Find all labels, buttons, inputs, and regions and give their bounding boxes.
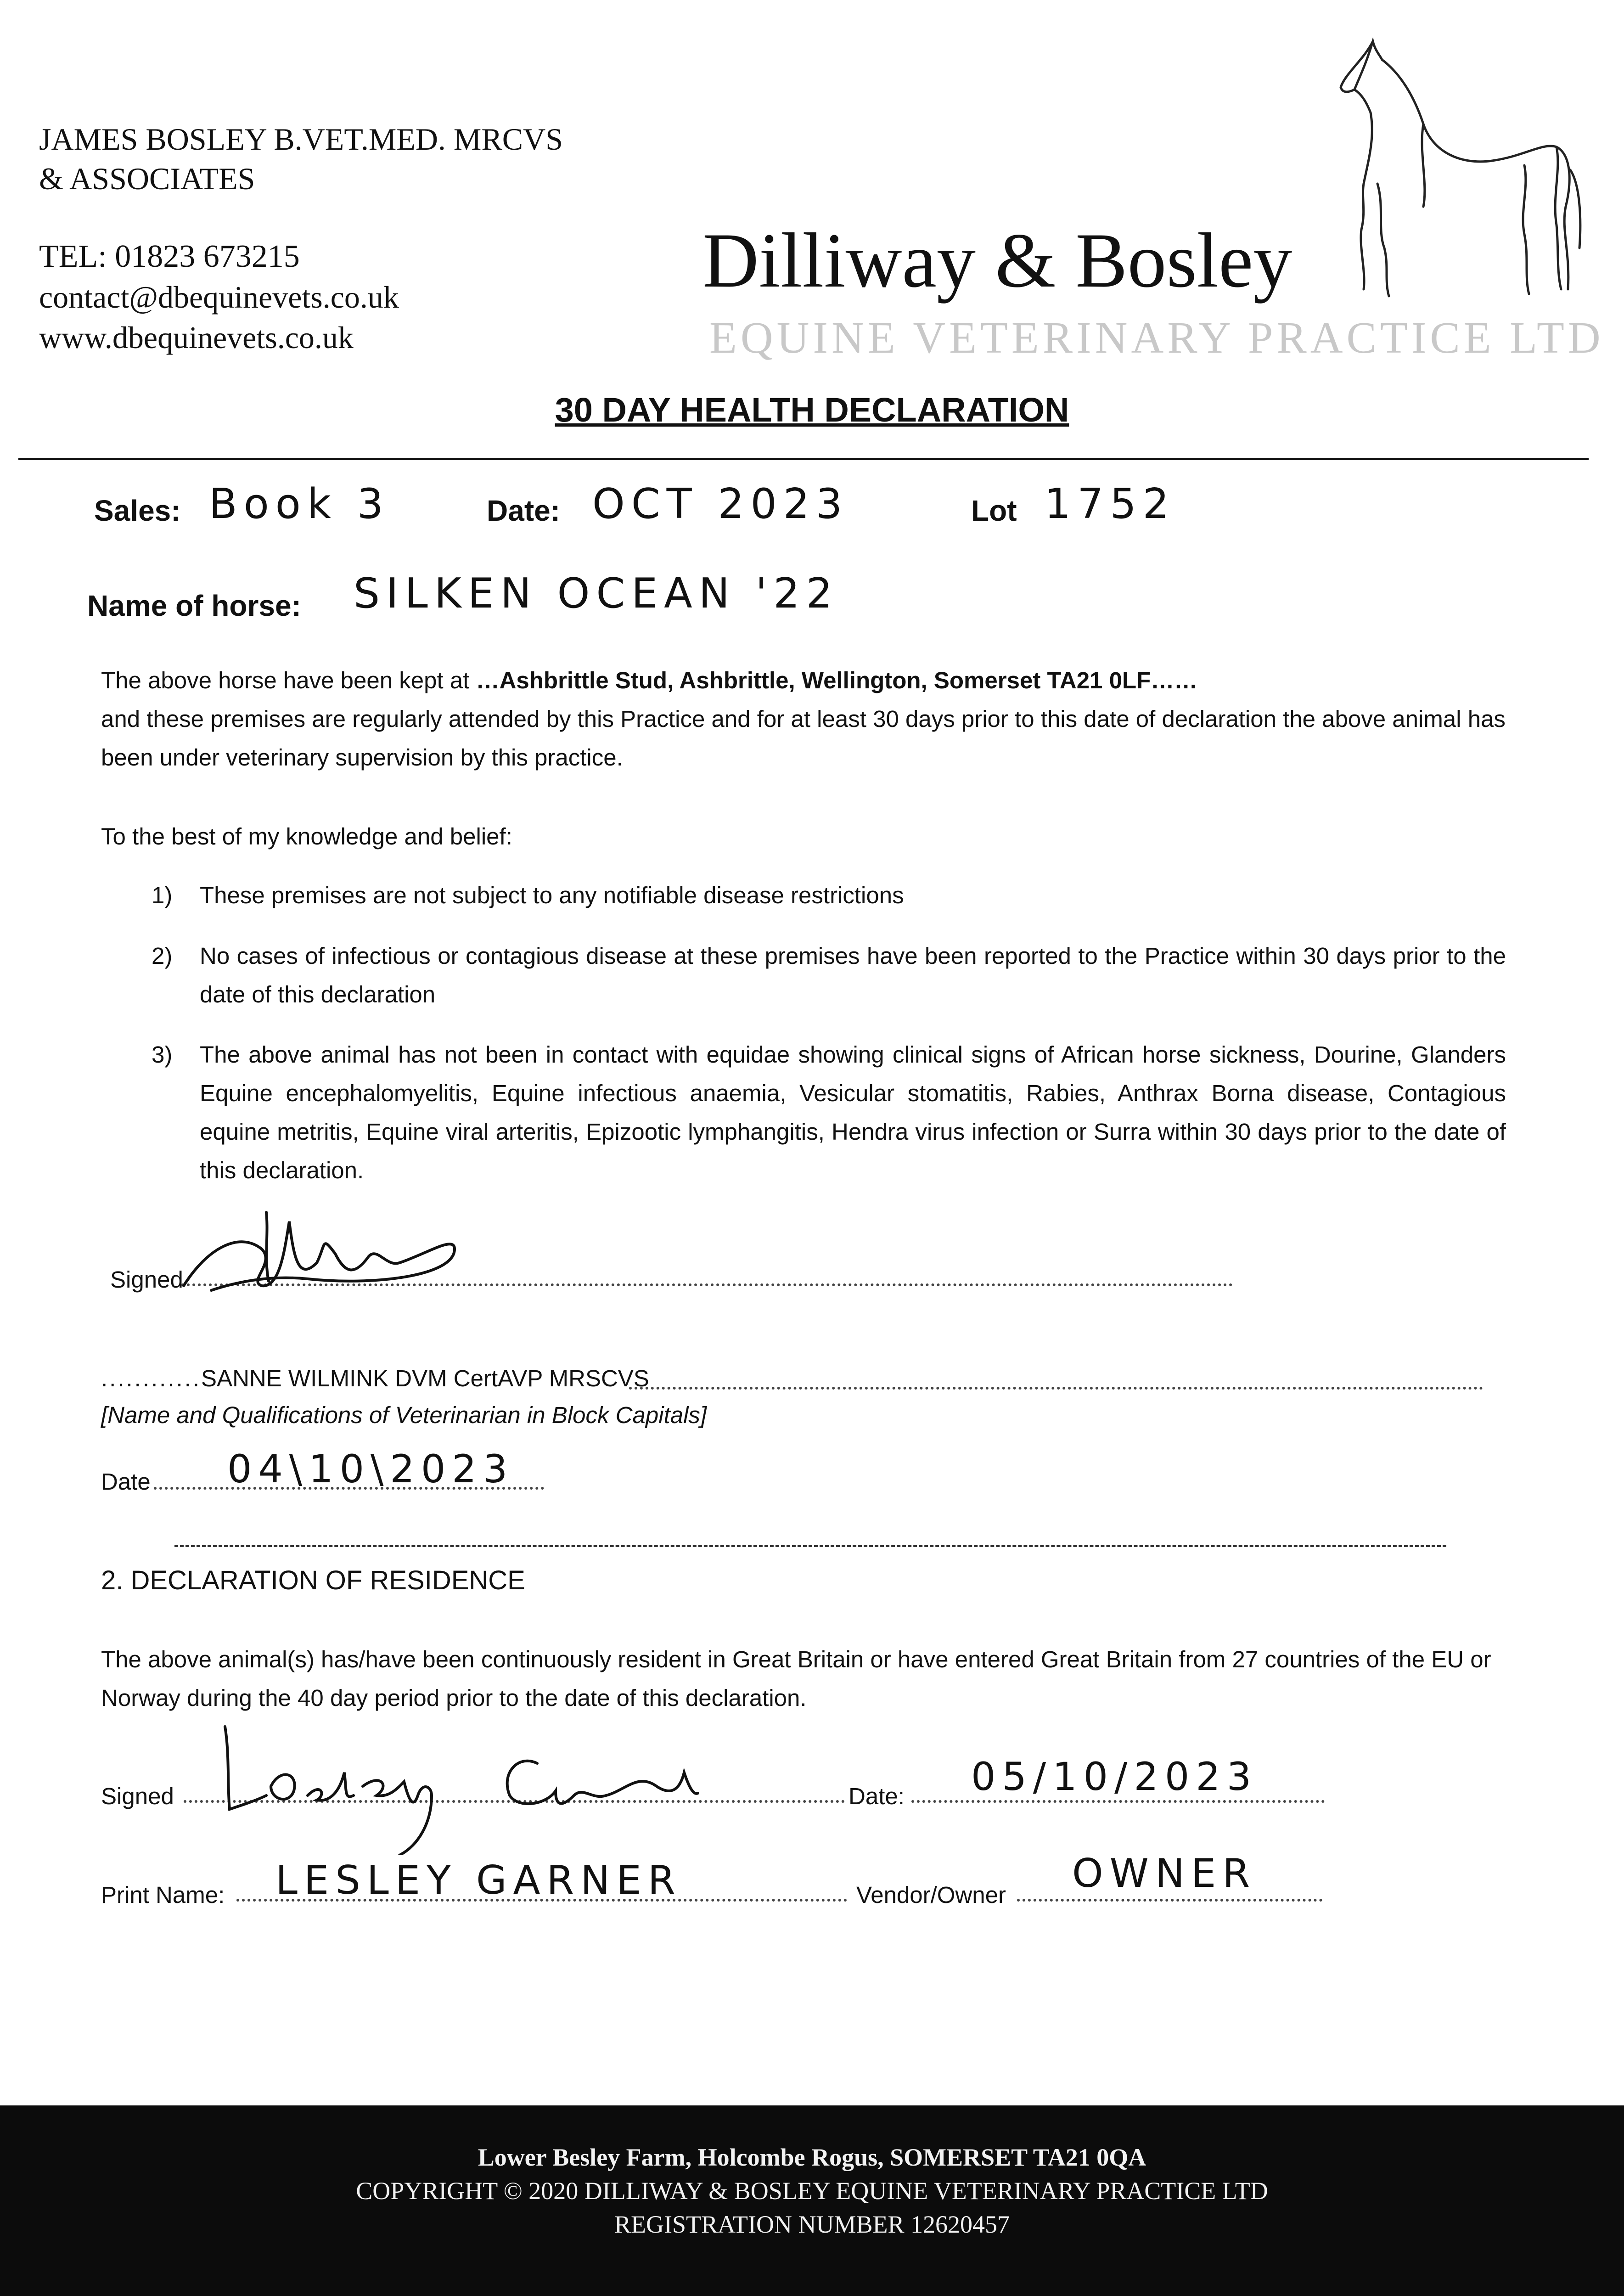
- document-title: 30 DAY HEALTH DECLARATION: [555, 391, 1069, 429]
- website: www.dbequinevets.co.uk: [39, 320, 354, 355]
- print-name-label: Print Name:: [101, 1882, 225, 1908]
- vet-name-caption: [Name and Qualifications of Veterinarian in Block Capitals]: [101, 1402, 707, 1428]
- brand-name: Dilliway & Bosley: [702, 217, 1292, 304]
- footer: [0, 2105, 1624, 2296]
- list-item-text: These premises are not subject to any notifiable disease restrictions: [200, 882, 904, 908]
- list-item-number: 3): [152, 1041, 173, 1068]
- vet-date-label: Date: [101, 1469, 151, 1495]
- vet-signature: [170, 1194, 473, 1309]
- declaration-intro: [101, 661, 1529, 777]
- list-item-text: The above animal has not been in contact with equidae showing clinical signs of African horse sickness, Dourine, Glanders Equine encephalomyelitis, Equine infectious anaemia, Vesicular stomatitis, Rabies, Anthrax Borna disease, Contagious equine metritis, Equine viral arteritis, Epizootic lymphangitis, Hendra virus infection or Surra within 30 days prior to the date of this declaration.: [200, 1041, 1506, 1183]
- sales-label: Sales:: [94, 494, 181, 527]
- practice-name-line2: & ASSOCIATES: [39, 161, 255, 196]
- list-item-number: 1): [152, 882, 173, 908]
- print-name-value: LESLEY GARNER: [275, 1857, 682, 1903]
- owner-date-label: Date:: [849, 1783, 905, 1809]
- list-item-text: No cases of infectious or contagious disease at these premises have been reported to the Practice within 30 days prior to the date of this declaration: [200, 943, 1506, 1007]
- belief-statement: To the best of my knowledge and belief:: [101, 823, 512, 850]
- owner-signature: [216, 1717, 767, 1855]
- sale-date-value: OCT 2023: [592, 480, 849, 528]
- footer-address: Lower Besley Farm, Holcombe Rogus, SOMERSET TA21 0QA: [478, 2144, 1146, 2171]
- footer-copyright: COPYRIGHT © 2020 DILLIWAY & BOSLEY EQUINE VETERINARY PRACTICE LTD: [356, 2177, 1268, 2205]
- owner-signed-label: Signed: [101, 1783, 174, 1809]
- premises-location: …Ashbrittle Stud, Ashbrittle, Wellington, Somerset TA21 0LF……: [476, 667, 1198, 693]
- lot-label: Lot: [971, 494, 1017, 527]
- residence-heading: 2. DECLARATION OF RESIDENCE: [101, 1565, 525, 1595]
- vet-name-line: [629, 1378, 1483, 1390]
- horse-icon: [1286, 32, 1589, 317]
- section-divider: [174, 1545, 1446, 1547]
- brand-subtitle: EQUINE VETERINARY PRACTICE LTD: [709, 313, 1604, 363]
- contact-block: [39, 236, 399, 358]
- horse-name-label: Name of horse:: [87, 589, 301, 622]
- vet-date-value: 04\10\2023: [227, 1446, 514, 1491]
- lot-value: 1752: [1045, 480, 1176, 528]
- owner-date-value: 05/10/2023: [971, 1754, 1258, 1799]
- title-divider: [18, 458, 1589, 460]
- residence-text: The above animal(s) has/have been continuously resident in Great Britain or have entered Great Britain from 27 countries of the EU or Norway during the 40 day period prior to the date of this declaration.: [101, 1646, 1491, 1711]
- email: contact@dbequinevets.co.uk: [39, 280, 399, 315]
- vet-signed-label: Signed: [110, 1266, 183, 1293]
- intro-rest: and these premises are regularly attended by this Practice and for at least 30 days prior to this date of declaration the above animal has been under veterinary supervision by this practice.: [101, 706, 1506, 771]
- sale-date-label: Date:: [487, 494, 561, 527]
- practice-name: [39, 119, 563, 198]
- vendor-owner-label: Vendor/Owner: [856, 1882, 1006, 1908]
- footer-registration: REGISTRATION NUMBER 12620457: [614, 2211, 1010, 2238]
- practice-name-line1: JAMES BOSLEY B.VET.MED. MRCVS: [39, 122, 563, 157]
- vet-name: SANNE WILMINK DVM CertAVP MRSCVS: [201, 1365, 649, 1391]
- vendor-owner-value: OWNER: [1072, 1851, 1257, 1896]
- intro-prefix: The above horse have been kept at: [101, 667, 470, 693]
- vet-name-row: ............SANNE WILMINK DVM CertAVP MRSCVS: [101, 1365, 649, 1391]
- horse-name-value: SILKEN OCEAN '22: [354, 569, 839, 618]
- telephone: TEL: 01823 673215: [39, 239, 300, 274]
- list-item-number: 2): [152, 943, 173, 969]
- sales-value: Book 3: [209, 480, 390, 528]
